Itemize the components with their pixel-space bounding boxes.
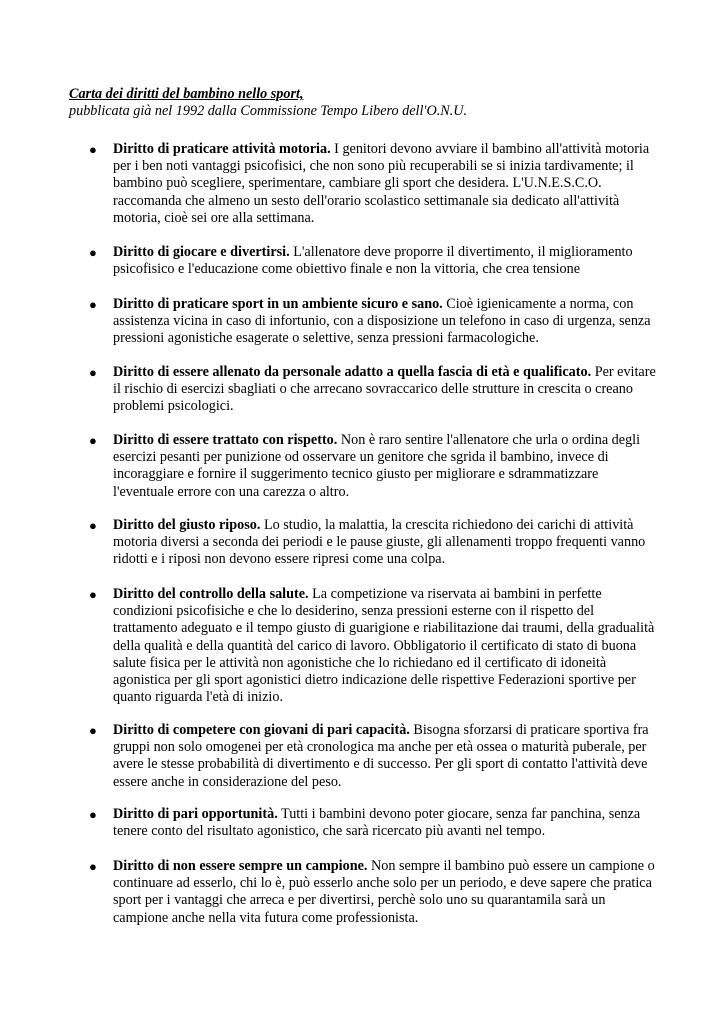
- right-heading: Diritto del giusto riposo.: [113, 517, 261, 533]
- right-text: Non sempre il bambino può essere un campione o continuare ad esserlo, chi lo è, può esserlo anche solo per un periodo, e deve sapere che pratica sport per i vantaggi che arreca e per divertirsi, perchè solo uno su quarantamila sarà un campione anche nella vita futura come professionista.: [113, 858, 655, 926]
- right-heading: Diritto di competere con giovani di pari capacità.: [113, 722, 410, 738]
- right-heading: Diritto di essere trattato con rispetto.: [113, 432, 338, 448]
- right-text: Tutti i bambini devono poter giocare, senza far panchina, senza tenere conto del risultato agonistico, che sarà ricercato più avanti nel tempo.: [113, 806, 641, 840]
- right-item-8: [89, 722, 658, 791]
- bullet-icon: ●: [89, 142, 97, 157]
- right-text: Per evitare il rischio di esercizi sbagliati o che arrecano sovraccarico delle strutture in crescita o creano problemi psicologici.: [113, 364, 656, 415]
- right-text: L'allenatore deve proporre il divertimento, il miglioramento psicofisico e l'educazione come obiettivo finale e non la vittoria, che crea tensione: [113, 244, 633, 278]
- right-heading: Diritto del controllo della salute.: [113, 586, 309, 602]
- right-text: Cioè igienicamente a norma, con assistenza vicina in caso di infortunio, con a disposizione un telefono in caso di urgenza, senza pressioni agonistiche esagerate o selettive, senza pressioni farmacologiche.: [113, 296, 651, 347]
- document-subtitle: pubblicata già nel 1992 dalla Commissione Tempo Libero dell'O.N.U.: [69, 103, 468, 119]
- right-heading: Diritto di non essere sempre un campione.: [113, 858, 368, 874]
- right-heading: Diritto di praticare sport in un ambiente sicuro e sano.: [113, 296, 443, 312]
- right-text: I genitori devono avviare il bambino all'attività motoria per i ben noti vantaggi psicofisici, che non sono più recuperabili se si inizia tardivamente; il bambino può scegliere, sperimentare, cambiare gli sport che desidera. L'U.N.E.S.C.O. raccomanda che almeno un sesto dell'orario scolastico settimanale sia dedicato all'attività motoria, cioè sei ore alla settimana.: [113, 141, 650, 226]
- right-heading: Diritto di giocare e divertirsi.: [113, 244, 290, 260]
- right-text: Bisogna sforzarsi di praticare sportiva fra gruppi non solo omogenei per età cronologica ma anche per età ossea o maturità puberale, per avere le stesse probabilità di divertimento e di successo. Per gli sport di contatto l'attività deve essere anche in considerazione del peso.: [113, 722, 649, 790]
- bullet-icon: ●: [89, 807, 97, 822]
- right-text: La competizione va riservata ai bambini in perfette condizioni psicofisiche e che lo desiderino, senza pressioni esterne con il rispetto del trattamento adeguato e il tempo giusto di guarigione e riabilitazione dai traumi, della gradualità della qualità e della quantità del carico di lavoro. Obbligatorio il certificato di stato di buona salute fisica per le attività non agonistiche che lo richiedano ed il certificato di idoneità agonistica per gli sport agonistici dietro indicazione delle rispettive Federazioni sportive per quanto riguarda l'età di inizio.: [113, 586, 655, 706]
- right-item-3: [89, 296, 658, 348]
- right-item-5: [89, 432, 658, 501]
- document-title: Carta dei diritti del bambino nello sport,: [69, 86, 304, 102]
- right-item-6: [89, 517, 658, 569]
- right-item-10: [89, 858, 658, 927]
- bullet-icon: ●: [89, 518, 97, 533]
- right-item-2: [89, 244, 658, 278]
- right-heading: Diritto di essere allenato da personale adatto a quella fascia di età e qualificato.: [113, 364, 592, 380]
- right-item-4: [89, 364, 658, 416]
- bullet-icon: ●: [89, 723, 97, 738]
- bullet-icon: ●: [89, 859, 97, 874]
- right-item-1: [89, 141, 658, 227]
- right-heading: Diritto di praticare attività motoria.: [113, 141, 331, 157]
- bullet-icon: ●: [89, 365, 97, 380]
- bullet-icon: ●: [89, 245, 97, 260]
- right-item-9: [89, 806, 658, 840]
- bullet-icon: ●: [89, 587, 97, 602]
- right-text: Non è raro sentire l'allenatore che urla o ordina degli esercizi pesanti per punizione od osservare un genitore che sgrida il bambino, invece di incoraggiare e fornire il suggerimento tecnico giusto per migliorare e sdrammatizzare l'eventuale errore con una carezza o altro.: [113, 432, 641, 500]
- right-text: Lo studio, la malattia, la crescita richiedono dei carichi di attività motoria diversi a seconda dei periodi e le pause giuste, gli allenamenti troppo frequenti vanno ridotti e i riposi non devono essere ripresi come una colpa.: [113, 517, 646, 568]
- bullet-icon: ●: [89, 433, 97, 448]
- right-heading: Diritto di pari opportunità.: [113, 806, 278, 822]
- document-header: [69, 86, 669, 120]
- bullet-icon: ●: [89, 297, 97, 312]
- right-item-7: [89, 586, 658, 706]
